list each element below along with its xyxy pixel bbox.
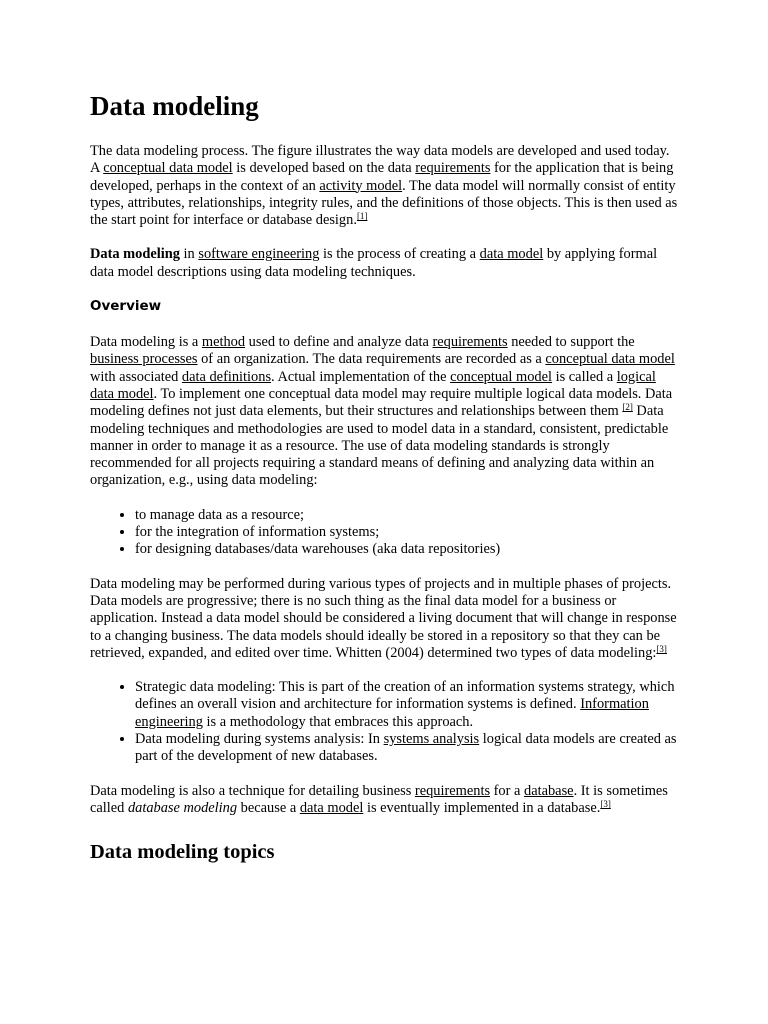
text: . Actual implementation of the [271, 368, 451, 385]
ref-link-3[interactable]: [3] [656, 643, 667, 654]
link-conceptual-data-model[interactable]: conceptual data model [545, 351, 675, 368]
link-systems-analysis[interactable]: systems analysis [383, 731, 480, 748]
link-requirements[interactable]: requirements [432, 334, 508, 351]
link-method[interactable]: method [201, 334, 246, 351]
link-requirements[interactable]: requirements [414, 782, 491, 799]
link-data-model[interactable]: data model [299, 799, 364, 816]
link-conceptual-model[interactable]: conceptual model [450, 368, 552, 385]
link-software-engineering[interactable]: software engineering [198, 246, 320, 263]
text: is eventually implemented in a database. [363, 799, 601, 816]
link-logical-data-model[interactable]: logical data model [90, 368, 656, 402]
intro-paragraph [90, 143, 678, 229]
list-item [135, 731, 678, 766]
link-database[interactable]: database [524, 782, 574, 799]
ref-link-1[interactable]: [1] [356, 211, 368, 222]
text: The data modeling process. The figure illustrates the way data models are developed and used today. A [90, 143, 670, 177]
text: logical data models are created as part of the development of new databases. [135, 731, 677, 765]
text: for the application that is being developed, perhaps in the context of an [90, 160, 674, 194]
link-data-model[interactable]: data model [479, 246, 544, 263]
link-requirements[interactable]: requirements [415, 160, 491, 177]
link-conceptual-data-model[interactable]: conceptual data model [103, 160, 233, 177]
text: is called a [552, 368, 617, 385]
text: needed to support the [507, 334, 635, 351]
text: Data modeling is a [90, 334, 202, 351]
text: Data modeling is also a technique for detailing business [90, 782, 415, 799]
text: is a methodology that embraces this approach. [202, 713, 474, 730]
ref-link-3b[interactable]: [3] [600, 798, 611, 809]
link-business-processes[interactable]: business processes [90, 351, 198, 368]
text: Data modeling may be performed during various types of projects and in multiple phases of projects. Data models are progressive; there is no such thing as the final data model for a business or application. Instead a data model should be considered a living document that will change in response to a changing business. The data models should ideally be stored in a repository so that they can be retrieved, expanded, and edited over time. Whitten (2004) determined two types of data modeling: [90, 575, 677, 661]
definition-paragraph [90, 246, 678, 281]
link-information-engineering[interactable]: Information engineering [135, 696, 649, 730]
text: Strategic data modeling: This is part of the creation of an information systems strategy, which defines an overall vision and architecture for information systems is defined. [135, 679, 675, 713]
topics-heading: Data modeling topics [90, 841, 275, 864]
technique-paragraph [90, 783, 678, 818]
text: used to define and analyze data [245, 334, 433, 351]
page-title: Data modeling [90, 91, 259, 121]
text: . The data model will normally consist of entity types, attributes, relationships, integrity rules, and the definitions of those objects. This is then used as the start point for interface or database design. [90, 177, 678, 229]
text: is the process of creating a [319, 246, 480, 263]
text: Data modeling techniques and methodologies are used to model data in a standard, consistent, predictable manner in order to manage it as a resource. The use of data modeling standards is strongly recommended for all projects requiring a standard means of defining and analyzing data within an organization, e.g., using data modeling: [90, 403, 669, 489]
overview-heading: Overview [90, 298, 162, 315]
overview-paragraph [90, 334, 678, 490]
italic-term: database modeling [127, 799, 238, 816]
list-item [135, 679, 678, 731]
list-item: • for the integration of information systems; [135, 524, 678, 541]
term-bold: Data modeling [90, 246, 180, 263]
text: for a [490, 782, 525, 799]
text: . To implement one conceptual data model may require multiple logical data models. Data modeling defines not just data elements, but their structures and relationships between them [90, 385, 673, 420]
text: of an organization. The data requirements are recorded as a [197, 351, 546, 368]
text: by applying formal data model descriptions using data modeling techniques. [90, 246, 658, 280]
types-list [90, 679, 678, 765]
text: is developed based on the data [232, 160, 416, 177]
text: because a [237, 799, 300, 816]
text: in [179, 246, 199, 263]
link-activity-model[interactable]: activity model [319, 177, 403, 194]
text: Data modeling during systems analysis: In [135, 731, 384, 748]
projects-paragraph [90, 576, 678, 662]
list-item: • for designing databases/data warehouses (aka data repositories) [135, 541, 678, 558]
link-data-definitions[interactable]: data definitions [181, 368, 272, 385]
text: . It is sometimes called [90, 782, 668, 816]
list-item: • to manage data as a resource; [135, 507, 678, 524]
ref-link-2[interactable]: [2] [622, 402, 633, 413]
uses-list [90, 507, 678, 559]
text: with associated [90, 368, 182, 385]
